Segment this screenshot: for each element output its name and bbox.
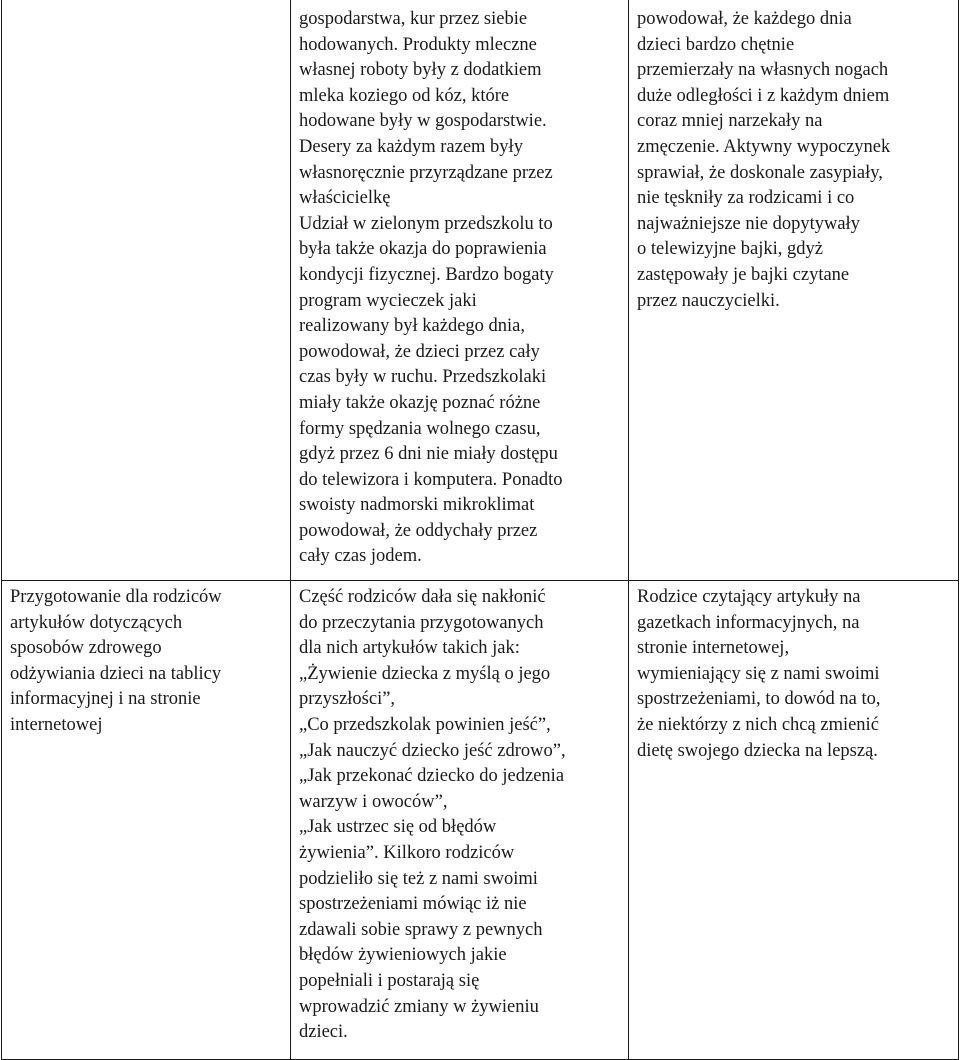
text-line: „Jak przekonać dziecko do jedzenia xyxy=(299,766,565,787)
text-line: powodował, że oddychały przez xyxy=(299,520,538,541)
description-cell xyxy=(291,581,629,1060)
text-line: błędów żywieniowych jakie xyxy=(299,945,507,966)
text-line: „Żywienie dziecka z myślą o jego xyxy=(299,663,551,684)
text-line: formy spędzania wolnego czasu, xyxy=(299,418,541,439)
text-line: hodowane były w gospodarstwie. xyxy=(299,111,547,132)
text-line: podzieliło się też z nami swoimi xyxy=(299,868,538,889)
text-line: coraz mniej narzekały na xyxy=(637,111,823,132)
text-line: że niektórzy z nich chcą zmienić xyxy=(637,714,879,735)
text-line: sprawiał, że doskonale zasypiały, xyxy=(637,162,883,183)
description-cell xyxy=(291,0,629,581)
text-line: najważniejsze nie dopytywały xyxy=(637,213,860,234)
text-line: wymieniający się z nami swoimi xyxy=(637,663,880,684)
activity-cell xyxy=(2,0,291,581)
text-line: zdawali sobie sprawy z pewnych xyxy=(299,919,543,940)
table-row xyxy=(2,581,959,1060)
text-line: Rodzice czytający artykuły na xyxy=(637,587,861,607)
text-line: do telewizora i komputera. Ponadto xyxy=(299,469,563,490)
activity-cell xyxy=(2,581,291,1060)
text-line: gazetkach informacyjnych, na xyxy=(637,612,860,633)
text-line: dzieci. xyxy=(299,1022,348,1043)
text-line: przyszłości”, xyxy=(299,689,396,710)
text-line: przez nauczycielki. xyxy=(637,290,780,311)
text-line: zmęczenie. Aktywny wypoczynek xyxy=(637,136,891,157)
text-line: miały także okazję poznać różne xyxy=(299,392,541,413)
text-line: informacyjnej i na stronie xyxy=(10,689,201,710)
text-line: własnoręcznie przyrządzane przez xyxy=(299,162,553,183)
text-line: „Jak nauczyć dziecko jeść zdrowo”, xyxy=(299,740,566,761)
text-line: dla nich artykułów takich jak: xyxy=(299,638,520,659)
text-line: artykułów dotyczących xyxy=(10,612,183,633)
text-line: dzieci bardzo chętnie xyxy=(637,34,795,55)
text-line: dietę swojego dziecka na lepszą. xyxy=(637,740,878,761)
text-line: warzyw i owoców”, xyxy=(299,791,448,812)
text-line: stronie internetowej, xyxy=(637,638,790,659)
text-line: duże odległości i z każdym dniem xyxy=(637,85,890,106)
text-line: właścicielkę xyxy=(299,188,391,209)
text-line: przemierzały na własnych nogach xyxy=(637,60,889,81)
text-line: była także okazja do poprawienia xyxy=(299,239,547,260)
text-line: realizowany był każdego dnia, xyxy=(299,316,526,337)
text-line: do przeczytania przygotowanych xyxy=(299,612,544,633)
table-row xyxy=(2,0,959,581)
text-line: o telewizyjne bajki, gdyż xyxy=(637,239,823,260)
text-line: swoisty nadmorski mikroklimat xyxy=(299,495,535,516)
text-line: Udział w zielonym przedszkolu to xyxy=(299,213,553,234)
text-line: kondycji fizycznej. Bardzo bogaty xyxy=(299,264,554,285)
text-line: powodował, że dzieci przez cały xyxy=(299,341,540,362)
text-line: program wycieczek jaki xyxy=(299,290,477,311)
text-line: Przygotowanie dla rodziców xyxy=(10,587,222,607)
text-line: gospodarstwa, kur przez siebie xyxy=(299,9,528,29)
text-line: spostrzeżeniami mówiąc iż nie xyxy=(299,894,527,915)
text-line: własnej roboty były z dodatkiem xyxy=(299,60,542,81)
text-line: powodował, że każdego dnia xyxy=(637,9,852,29)
text-line: mleka koziego od kóz, które xyxy=(299,85,510,106)
text-line: żywienia”. Kilkoro rodziców xyxy=(299,842,515,863)
text-line: zastępowały je bajki czytane xyxy=(637,264,850,285)
text-line: „Jak ustrzec się od błędów xyxy=(299,817,497,838)
text-line: Desery za każdym razem były xyxy=(299,136,523,157)
result-cell xyxy=(629,581,959,1060)
text-line: wprowadzić zmiany w żywieniu xyxy=(299,996,539,1017)
result-cell xyxy=(629,0,959,581)
text-line: czas były w ruchu. Przedszkolaki xyxy=(299,367,547,388)
text-line: popełniali i postarają się xyxy=(299,970,480,991)
text-line: odżywiania dzieci na tablicy xyxy=(10,663,222,684)
text-line: cały czas jodem. xyxy=(299,546,422,567)
activity-table xyxy=(1,0,959,1060)
text-line: internetowej xyxy=(10,714,103,735)
text-line: nie tęskniły za rodzicami i co xyxy=(637,188,855,209)
text-line: gdyż przez 6 dni nie miały dostępu xyxy=(299,444,558,465)
text-line: „Co przedszkolak powinien jeść”, xyxy=(299,714,551,735)
text-line: spostrzeżeniami, to dowód na to, xyxy=(637,689,881,710)
text-line: hodowanych. Produkty mleczne xyxy=(299,34,537,55)
text-line: Część rodziców dała się nakłonić xyxy=(299,587,546,607)
text-line: sposobów zdrowego xyxy=(10,638,162,659)
